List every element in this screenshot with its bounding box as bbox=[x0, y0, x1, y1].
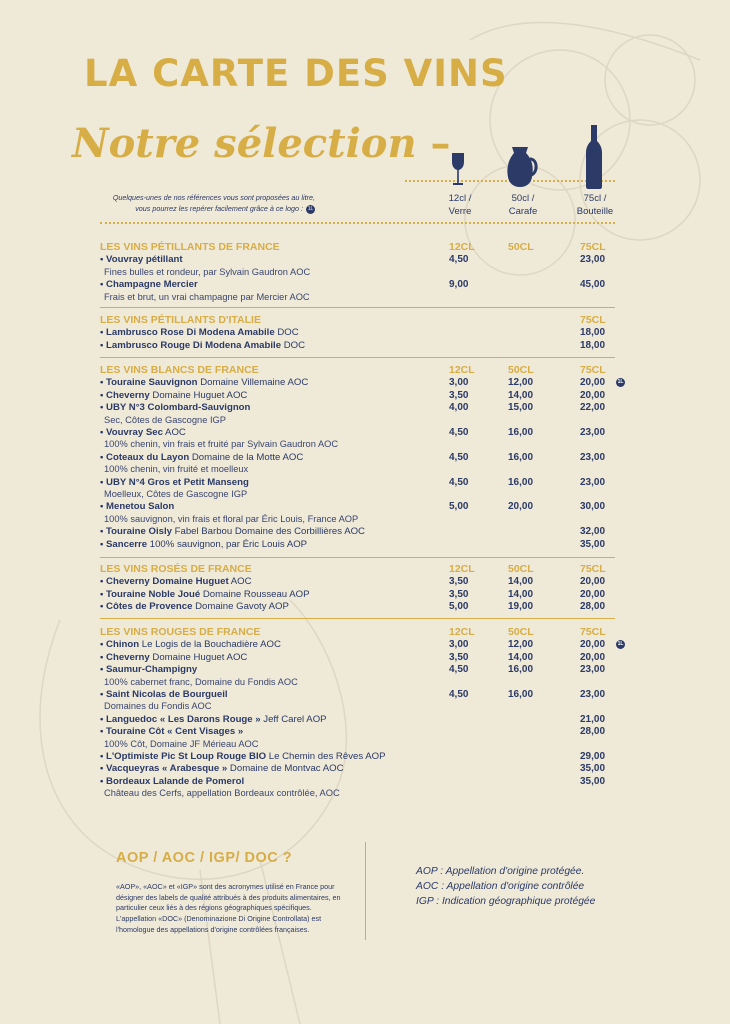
price-75cl: 23,00 bbox=[580, 451, 606, 463]
section-title: LES VINS PÉTILLANTS D'ITALIE bbox=[100, 314, 261, 326]
section-title: LES VINS ROSÉS DE FRANCE bbox=[100, 563, 252, 575]
price-12cl: 4,50 bbox=[449, 427, 469, 438]
wine-item bbox=[100, 763, 344, 774]
column-label-12cl: 12CL bbox=[449, 563, 475, 575]
column-label-12cl: 12CL bbox=[449, 626, 475, 638]
wine-item bbox=[100, 501, 174, 512]
page-subtitle: Notre sélection – bbox=[72, 120, 451, 167]
column-label-75cl: 75CL bbox=[580, 626, 606, 638]
price-50cl: 12,00 bbox=[508, 377, 534, 389]
price-12cl: 3,00 bbox=[449, 377, 469, 389]
price-75cl: 20,00 bbox=[580, 389, 606, 401]
section-title: LES VINS ROUGES DE FRANCE bbox=[100, 626, 261, 638]
legend-aoc: AOC : Appellation d'origine contrôlée bbox=[416, 881, 585, 892]
wine-item bbox=[100, 539, 307, 550]
wine-item bbox=[100, 664, 197, 675]
page-title: LA CARTE DES VINS bbox=[84, 52, 508, 95]
wine-description: Fines bulles et rondeur, par Sylvain Gaudron AOC bbox=[104, 266, 311, 277]
wine-producer: Jeff Carel AOP bbox=[260, 713, 327, 725]
price-50cl: 16,00 bbox=[508, 451, 534, 463]
column-label-75cl: 75CL bbox=[580, 364, 606, 376]
price-12cl: 9,00 bbox=[449, 279, 469, 291]
wine-name: • Touraine Noble Joué bbox=[100, 588, 201, 600]
wine-name: • Sancerre bbox=[100, 538, 148, 550]
price-75cl: 23,00 bbox=[580, 689, 606, 700]
price-75cl: 18,00 bbox=[580, 339, 606, 351]
wine-item bbox=[100, 427, 186, 438]
price-75cl: 20,00 bbox=[580, 576, 606, 588]
column-label-50cl: 50CL bbox=[508, 241, 534, 253]
wine-name: • Bordeaux Lalande de Pomerol bbox=[100, 775, 245, 787]
price-50cl: 16,00 bbox=[508, 476, 534, 488]
column-header-bouteille: 75cl / Bouteille bbox=[576, 193, 614, 217]
wine-description: 100% cabernet franc, Domaine du Fondis AOC bbox=[104, 676, 298, 687]
wine-name: • UBY N°3 Colombard-Sauvignon bbox=[100, 402, 251, 414]
price-75cl: 23,00 bbox=[580, 427, 606, 438]
wine-item bbox=[100, 589, 310, 600]
price-75cl: 20,00 bbox=[580, 588, 606, 600]
wine-description: Frais et brut, un vrai champagne par Mercier AOC bbox=[104, 291, 310, 302]
wine-name: • Côtes de Provence bbox=[100, 601, 193, 613]
column-label-50cl: 50CL bbox=[508, 364, 534, 376]
wine-producer: Le Logis de la Bouchadière AOC bbox=[139, 639, 281, 651]
price-12cl: 4,50 bbox=[449, 451, 469, 463]
wine-name: • Coteaux du Layon bbox=[100, 451, 190, 463]
column-label-50cl: 50CL bbox=[508, 626, 534, 638]
wine-item bbox=[100, 776, 244, 787]
wine-item bbox=[100, 714, 327, 725]
price-75cl: 28,00 bbox=[580, 726, 606, 738]
price-75cl: 45,00 bbox=[580, 279, 606, 291]
wine-name: • UBY N°4 Gros et Petit Manseng bbox=[100, 476, 249, 488]
price-12cl: 3,00 bbox=[449, 639, 469, 651]
price-75cl: 20,00 bbox=[580, 377, 606, 389]
price-50cl: 14,00 bbox=[508, 576, 534, 588]
price-50cl: 16,00 bbox=[508, 689, 534, 700]
wine-description: Sec, Côtes de Gascogne IGP bbox=[104, 414, 226, 425]
price-75cl: 35,00 bbox=[580, 538, 606, 550]
price-50cl: 15,00 bbox=[508, 402, 534, 414]
price-12cl: 4,50 bbox=[449, 476, 469, 488]
wine-producer: AOC bbox=[228, 576, 252, 588]
wine-name: • Cheverny bbox=[100, 651, 150, 663]
section-divider bbox=[100, 557, 615, 558]
price-50cl: 19,00 bbox=[508, 601, 534, 613]
wine-item bbox=[100, 689, 228, 700]
price-12cl: 3,50 bbox=[449, 576, 469, 588]
wine-name: • Languedoc « Les Darons Rouge » bbox=[100, 713, 261, 725]
wine-name: • Cheverny Domaine Huguet bbox=[100, 576, 229, 588]
wine-producer: Domaine de Montvac AOC bbox=[227, 763, 344, 775]
price-75cl: 29,00 bbox=[580, 751, 606, 762]
wine-name: • Vouvray Sec bbox=[100, 427, 163, 438]
wine-name: • Saint Nicolas de Bourgueil bbox=[100, 689, 228, 700]
wine-producer: Domaine Huguet AOC bbox=[149, 389, 248, 401]
price-75cl: 23,00 bbox=[580, 254, 606, 266]
wine-glass-icon bbox=[450, 152, 466, 188]
wine-description: Domaines du Fondis AOC bbox=[104, 701, 212, 712]
column-label-12cl: 12CL bbox=[449, 364, 475, 376]
column-label-75cl: 75CL bbox=[580, 563, 606, 575]
price-75cl: 23,00 bbox=[580, 476, 606, 488]
price-75cl: 35,00 bbox=[580, 763, 606, 775]
column-header-verre: 12cl / Verre bbox=[448, 193, 472, 217]
price-50cl: 16,00 bbox=[508, 427, 534, 438]
price-50cl: 14,00 bbox=[508, 588, 534, 600]
labels-paragraph-2: L'appellation «DOC» (Denominazione Di Origine Controllata) est l'homologue des appellations d'origine contrôlées françaises. bbox=[116, 914, 322, 934]
wine-description: 100% Côt, Domaine JF Mérieau AOC bbox=[104, 738, 259, 749]
wine-item bbox=[100, 390, 247, 401]
price-75cl: 22,00 bbox=[580, 402, 606, 414]
labels-title: AOP / AOC / IGP/ DOC ? bbox=[116, 850, 293, 866]
wine-name: • Cheverny bbox=[100, 389, 150, 401]
wine-name: • Touraine Sauvignon bbox=[100, 377, 198, 389]
wine-producer: Domaine Huguet AOC bbox=[149, 651, 248, 663]
wine-item bbox=[100, 601, 289, 612]
price-12cl: 3,50 bbox=[449, 588, 469, 600]
wine-description: 100% chenin, vin frais et fruité par Sylvain Gaudron AOC bbox=[104, 439, 339, 450]
price-75cl: 18,00 bbox=[580, 327, 606, 339]
price-12cl: 3,50 bbox=[449, 651, 469, 663]
wine-name: • Vouvray pétillant bbox=[100, 254, 183, 266]
wine-item bbox=[100, 279, 198, 290]
wine-producer: Domaine Gavoty AOP bbox=[192, 601, 289, 613]
wine-name: • Lambrusco Rose Di Modena Amabile bbox=[100, 327, 275, 339]
litre-badge: 1L bbox=[617, 379, 624, 386]
column-label-75cl: 75CL bbox=[580, 314, 606, 326]
price-75cl: 21,00 bbox=[580, 713, 606, 725]
price-75cl: 28,00 bbox=[580, 601, 606, 613]
intro-note: Quelques-unes de nos références vous sont proposées au litre, vous pourrez les repérer facilement grâce à ce logo : 1L bbox=[112, 193, 315, 213]
bottle-icon bbox=[585, 125, 603, 189]
carafe-icon bbox=[506, 145, 540, 189]
wine-producer: Fabel Barbou Domaine des Corbillières AOC bbox=[171, 526, 365, 538]
column-label-50cl: 50CL bbox=[508, 563, 534, 575]
price-75cl: 30,00 bbox=[580, 501, 606, 513]
price-50cl: 12,00 bbox=[508, 639, 534, 651]
wine-name: • Touraine Oisly bbox=[100, 526, 172, 538]
wine-producer: DOC bbox=[281, 339, 306, 351]
wine-name: • Menetou Salon bbox=[100, 501, 175, 513]
legend-aop: AOP : Appellation d'origine protégée. bbox=[416, 866, 585, 877]
price-12cl: 4,50 bbox=[449, 254, 469, 266]
wine-description: 100% sauvignon, vin frais et floral par Éric Louis, France AOP bbox=[104, 513, 359, 524]
price-75cl: 20,00 bbox=[580, 639, 606, 651]
wine-name: • Saumur-Champigny bbox=[100, 664, 198, 676]
price-75cl: 35,00 bbox=[580, 775, 606, 787]
wine-name: • Vacqueyras « Arabesque » bbox=[100, 763, 228, 775]
wine-producer: Le Chemin des Rêves AOP bbox=[266, 751, 386, 762]
section-title: LES VINS BLANCS DE FRANCE bbox=[100, 364, 259, 376]
wine-producer: DOC bbox=[274, 327, 299, 339]
wine-producer: Domaine Rousseau AOP bbox=[200, 588, 310, 600]
wine-name: • L'Optimiste Pic St Loup Rouge BIO bbox=[100, 751, 267, 762]
wine-name: • Champagne Mercier bbox=[100, 279, 198, 291]
wine-producer: AOC bbox=[162, 427, 186, 438]
price-12cl: 5,00 bbox=[449, 601, 469, 613]
wine-item bbox=[100, 452, 303, 463]
column-label-75cl: 75CL bbox=[580, 241, 606, 253]
wine-name: • Touraine Côt « Cent Visages » bbox=[100, 726, 244, 738]
wine-name: • Chinon bbox=[100, 639, 140, 651]
litre-badge: 1L bbox=[307, 205, 314, 212]
wine-description: 100% chenin, vin fruité et moelleux bbox=[104, 464, 249, 475]
header-divider-bottom bbox=[100, 222, 615, 224]
section-title: LES VINS PÉTILLANTS DE FRANCE bbox=[100, 241, 280, 253]
column-label-12cl: 12CL bbox=[449, 241, 475, 253]
wine-item bbox=[100, 340, 305, 351]
wine-name: • Lambrusco Rouge Di Modena Amabile bbox=[100, 339, 282, 351]
wine-item bbox=[100, 477, 249, 488]
section-divider bbox=[100, 618, 615, 619]
price-12cl: 5,00 bbox=[449, 501, 469, 513]
wine-item bbox=[100, 652, 247, 663]
wine-producer: Domaine de la Motte AOC bbox=[189, 451, 304, 463]
price-50cl: 14,00 bbox=[508, 651, 534, 663]
wine-item bbox=[100, 726, 243, 737]
column-header-carafe: 50cl / Carafe bbox=[508, 193, 538, 217]
wine-item bbox=[100, 751, 386, 762]
section-divider bbox=[100, 357, 615, 358]
wine-item bbox=[100, 639, 281, 650]
wine-producer: 100% sauvignon, par Éric Louis AOP bbox=[147, 538, 308, 550]
labels-paragraph-1: «AOP», «AOC» et «IGP» sont des acronymes utilisé en France pour désigner des labels de qualité attribués à des produits alimentaires, en particulier ceux liés à des régions géographiques spécifiques. bbox=[116, 882, 341, 912]
wine-item bbox=[100, 526, 365, 537]
price-75cl: 23,00 bbox=[580, 664, 606, 676]
price-50cl: 14,00 bbox=[508, 389, 534, 401]
wine-item bbox=[100, 377, 308, 388]
price-12cl: 4,00 bbox=[449, 402, 469, 414]
price-12cl: 4,50 bbox=[449, 689, 469, 700]
wine-item bbox=[100, 327, 299, 338]
wine-producer: Domaine Villemaine AOC bbox=[197, 377, 309, 389]
wine-item bbox=[100, 254, 183, 265]
price-50cl: 16,00 bbox=[508, 664, 534, 676]
labels-divider bbox=[365, 842, 366, 940]
wine-item bbox=[100, 402, 250, 413]
wine-description: Château des Cerfs, appellation Bordeaux contrôlée, AOC bbox=[104, 788, 340, 799]
wine-description: Moelleux, Côtes de Gascogne IGP bbox=[104, 489, 248, 499]
wine-item bbox=[100, 576, 252, 587]
price-50cl: 20,00 bbox=[508, 501, 534, 513]
price-75cl: 32,00 bbox=[580, 526, 606, 538]
price-12cl: 4,50 bbox=[449, 664, 469, 676]
price-75cl: 20,00 bbox=[580, 651, 606, 663]
litre-badge: 1L bbox=[617, 641, 624, 648]
section-divider bbox=[100, 307, 615, 308]
price-12cl: 3,50 bbox=[449, 389, 469, 401]
legend-igp: IGP : Indication géographique protégée bbox=[416, 896, 596, 907]
